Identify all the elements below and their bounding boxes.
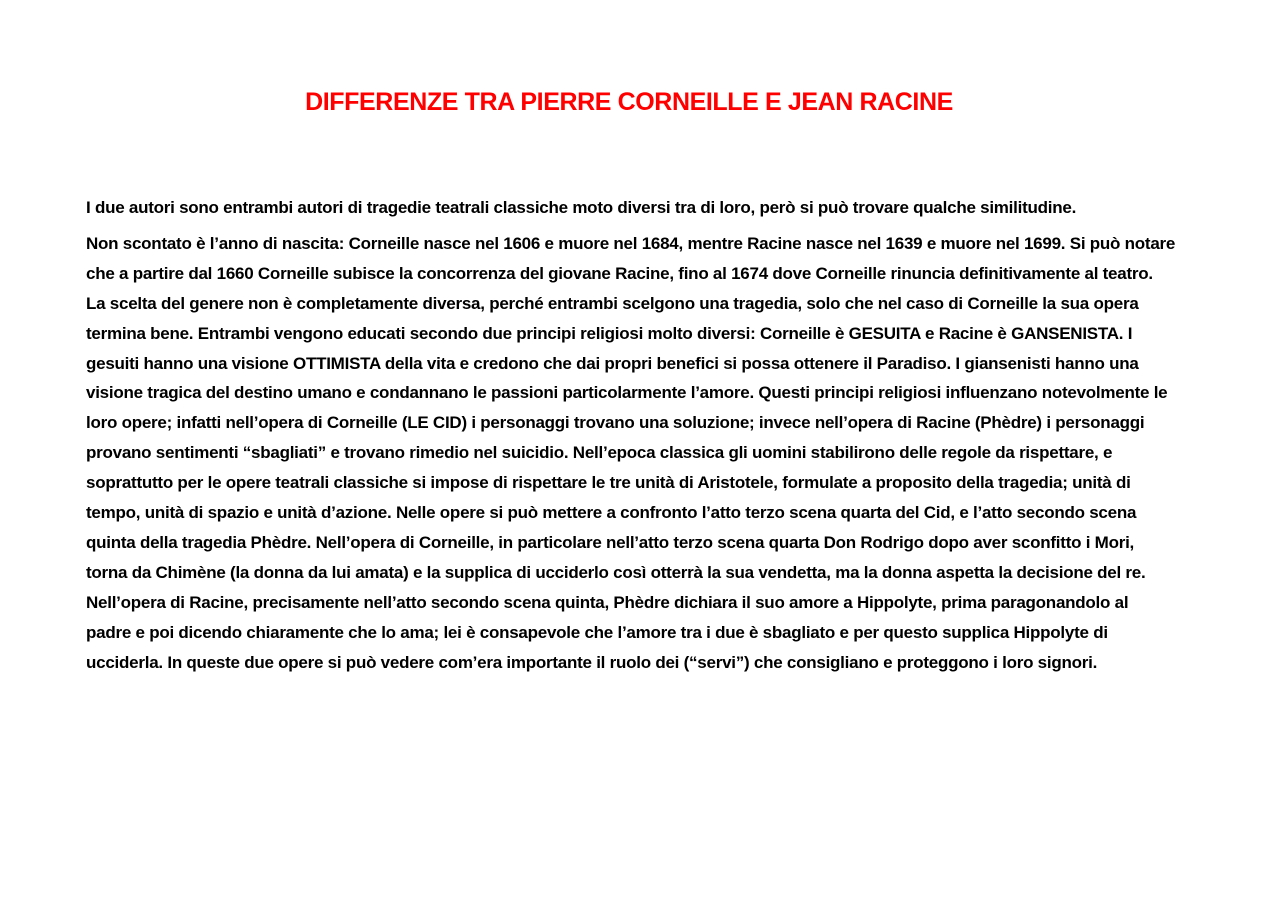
document-title: DIFFERENZE TRA PIERRE CORNEILLE E JEAN RACINE — [305, 88, 953, 116]
paragraph-intro: I due autori sono entrambi autori di tragedie teatrali classiche moto diversi tra di loro, però si può trovare qualche similitudine. — [86, 198, 1077, 217]
document-body — [86, 193, 1176, 678]
paragraph-comparison: Non scontato è l’anno di nascita: Corneille nasce nel 1606 e muore nel 1684, mentre Racine nasce nel 1639 e muore nel 1699. Si può notare che a partire dal 1660 Corneille subisce la concorrenza del giovane Racine, fino al 1674 dove Corneille rinuncia definitivamente al teatro. La scelta del genere non è completamente diversa, perché entrambi scelgono una tragedia, solo che nel caso di Corneille la sua opera termina bene. Entrambi vengono educati secondo due principi religiosi molto diversi: Corneille è GESUITA e Racine è GANSENISTA. I gesuiti hanno una visione OTTIMISTA della vita e credono che dai propri benefici si possa ottenere il Paradiso. I giansenisti hanno una visione tragica del destino umano e condannano le passioni particolarmente l’amore. Questi principi religiosi influenzano notevolmente le loro opere; infatti nell’opera di Corneille (LE CID) i personaggi trovano una soluzione; invece nell’opera di Racine (Phèdre) i personaggi provano sentimenti “sbagliati” e trovano rimedio nel suicidio. Nell’epoca classica gli uomini stabilirono delle regole da rispettare, e soprattutto per le opere teatrali classiche si impose di rispettare le tre unità di Aristotele, formulate a proposito della tragedia; unità di tempo, unità di spazio e unità d’azione. Nelle opere si può mettere a confronto l’atto terzo scena quarta del Cid, e l’atto secondo scena quinta della tragedia Phèdre. Nell’opera di Corneille, in particolare nell’atto terzo scena quarta Don Rodrigo dopo aver sconfitto i Mori, torna da Chimène (la donna da lui amata) e la supplica di ucciderlo così otterrà la sua vendetta, ma la donna aspetta la decisione del re. Nell’opera di Racine, precisamente nell’atto secondo scena quinta, Phèdre dichiara il suo amore a Hippolyte, prima paragonandolo al padre e poi dicendo chiaramente che lo ama; lei è consapevole che l’amore tra i due è sbagliato e per questo supplica Hippolyte di ucciderla. In queste due opere si può vedere com’era importante il ruolo dei (“servi”) che consigliano e proteggono i loro signori. — [86, 233, 1176, 672]
